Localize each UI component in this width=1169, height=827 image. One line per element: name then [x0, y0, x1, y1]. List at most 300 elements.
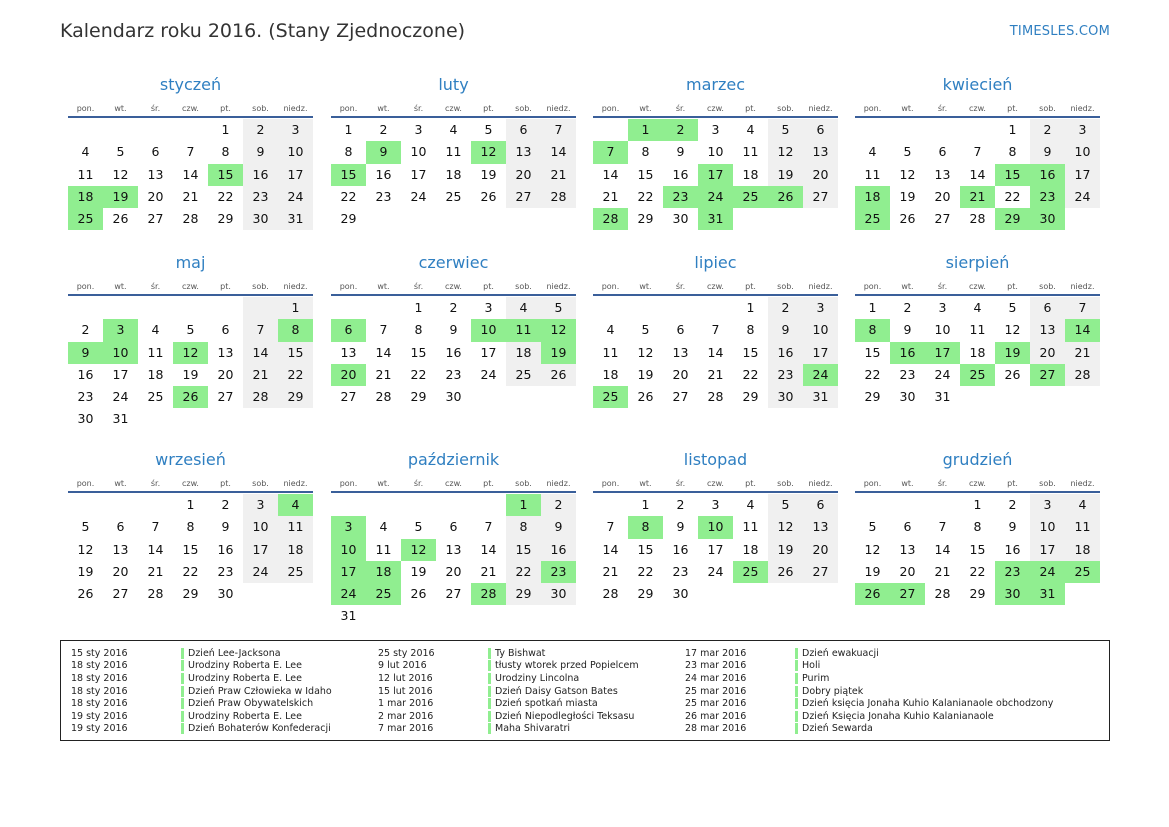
day-cell[interactable]: 30 [445, 389, 462, 405]
day-cell[interactable]: 7 [541, 119, 576, 141]
day-cell[interactable]: 16 [243, 164, 278, 186]
day-cell[interactable]: 9 [449, 322, 458, 338]
day-cell[interactable]: 9 [221, 519, 230, 535]
day-cell[interactable]: 28 [541, 186, 576, 208]
day-cell[interactable]: 11 [742, 144, 759, 160]
day-cell[interactable]: 5 [414, 519, 423, 535]
day-cell[interactable]: 22 [742, 366, 759, 382]
day-cell[interactable]: 19 [77, 563, 94, 579]
day-cell[interactable]: 16 [217, 541, 234, 557]
day-cell[interactable]: 16 [1030, 164, 1065, 186]
day-cell[interactable]: 20 [803, 539, 838, 561]
day-cell[interactable]: 28 [934, 586, 951, 602]
day-cell[interactable]: 12 [1004, 322, 1021, 338]
day-cell[interactable]: 6 [903, 519, 912, 535]
day-cell[interactable]: 11 [506, 319, 541, 341]
day-cell[interactable]: 3 [1030, 494, 1065, 516]
day-cell[interactable]: 1 [186, 497, 195, 512]
day-cell[interactable]: 18 [147, 366, 164, 382]
day-cell[interactable]: 1 [278, 297, 313, 319]
day-cell[interactable]: 3 [331, 516, 366, 538]
day-cell[interactable]: 13 [112, 541, 129, 557]
day-cell[interactable]: 6 [449, 519, 458, 535]
day-cell[interactable]: 16 [672, 541, 689, 557]
day-cell[interactable]: 19 [768, 164, 803, 186]
day-cell[interactable]: 12 [637, 344, 654, 360]
day-cell[interactable]: 7 [1065, 297, 1100, 319]
day-cell[interactable]: 27 [506, 186, 541, 208]
day-cell[interactable]: 21 [707, 366, 724, 382]
day-cell[interactable]: 8 [746, 322, 755, 338]
day-cell[interactable]: 14 [243, 342, 278, 364]
day-cell[interactable]: 12 [768, 141, 803, 163]
day-cell[interactable]: 2 [81, 322, 90, 338]
day-cell[interactable]: 28 [375, 389, 392, 405]
day-cell[interactable]: 2 [541, 494, 576, 516]
day-cell[interactable]: 13 [340, 344, 357, 360]
day-cell[interactable]: 24 [243, 561, 278, 583]
day-cell[interactable]: 11 [278, 516, 313, 538]
day-cell[interactable]: 6 [331, 319, 366, 341]
day-cell[interactable]: 27 [672, 389, 689, 405]
day-cell[interactable]: 8 [1008, 144, 1017, 160]
day-cell[interactable]: 23 [899, 366, 916, 382]
day-cell[interactable]: 5 [186, 322, 195, 338]
day-cell[interactable]: 19 [480, 166, 497, 182]
day-cell[interactable]: 31 [934, 389, 951, 405]
day-cell[interactable]: 2 [768, 297, 803, 319]
day-cell[interactable]: 3 [1065, 119, 1100, 141]
day-cell[interactable]: 1 [628, 119, 663, 141]
day-cell[interactable]: 6 [221, 322, 230, 338]
day-cell[interactable]: 29 [864, 389, 881, 405]
day-cell[interactable]: 29 [742, 389, 759, 405]
day-cell[interactable]: 25 [960, 364, 995, 386]
day-cell[interactable]: 25 [445, 188, 462, 204]
day-cell[interactable]: 4 [973, 300, 982, 315]
day-cell[interactable]: 18 [68, 186, 103, 208]
day-cell[interactable]: 13 [147, 166, 164, 182]
day-cell[interactable]: 15 [864, 344, 881, 360]
day-cell[interactable]: 12 [401, 539, 436, 561]
day-cell[interactable]: 21 [1065, 342, 1100, 364]
day-cell[interactable]: 25 [733, 186, 768, 208]
day-cell[interactable]: 23 [672, 563, 689, 579]
day-cell[interactable]: 3 [803, 297, 838, 319]
day-cell[interactable]: 24 [803, 364, 838, 386]
day-cell[interactable]: 16 [77, 366, 94, 382]
day-cell[interactable]: 8 [855, 319, 890, 341]
day-cell[interactable]: 20 [445, 563, 462, 579]
day-cell[interactable]: 2 [1030, 119, 1065, 141]
day-cell[interactable]: 22 [864, 366, 881, 382]
day-cell[interactable]: 23 [995, 561, 1030, 583]
day-cell[interactable]: 30 [672, 211, 689, 227]
day-cell[interactable]: 30 [77, 411, 94, 427]
day-cell[interactable]: 30 [243, 208, 278, 230]
day-cell[interactable]: 14 [707, 344, 724, 360]
day-cell[interactable]: 6 [803, 119, 838, 141]
day-cell[interactable]: 4 [278, 494, 313, 516]
day-cell[interactable]: 1 [506, 494, 541, 516]
day-cell[interactable]: 10 [103, 342, 138, 364]
day-cell[interactable]: 2 [449, 300, 458, 315]
day-cell[interactable]: 18 [742, 166, 759, 182]
day-cell[interactable]: 1 [746, 300, 755, 315]
day-cell[interactable]: 21 [243, 364, 278, 386]
day-cell[interactable]: 5 [81, 519, 90, 535]
day-cell[interactable]: 24 [934, 366, 951, 382]
day-cell[interactable]: 20 [899, 563, 916, 579]
day-cell[interactable]: 1 [1008, 122, 1017, 137]
day-cell[interactable]: 29 [278, 386, 313, 408]
day-cell[interactable]: 30 [899, 389, 916, 405]
day-cell[interactable]: 11 [602, 344, 619, 360]
day-cell[interactable]: 12 [864, 541, 881, 557]
day-cell[interactable]: 29 [506, 583, 541, 605]
day-cell[interactable]: 11 [1065, 516, 1100, 538]
day-cell[interactable]: 10 [243, 516, 278, 538]
day-cell[interactable]: 8 [186, 519, 195, 535]
day-cell[interactable]: 26 [480, 188, 497, 204]
day-cell[interactable]: 9 [1008, 519, 1017, 535]
day-cell[interactable]: 19 [899, 188, 916, 204]
day-cell[interactable]: 22 [278, 364, 313, 386]
day-cell[interactable]: 25 [278, 561, 313, 583]
day-cell[interactable]: 21 [375, 366, 392, 382]
day-cell[interactable]: 5 [116, 144, 125, 160]
day-cell[interactable]: 26 [768, 186, 803, 208]
day-cell[interactable]: 10 [707, 144, 724, 160]
day-cell[interactable]: 29 [637, 586, 654, 602]
day-cell[interactable]: 17 [331, 561, 366, 583]
day-cell[interactable]: 25 [366, 583, 401, 605]
day-cell[interactable]: 23 [375, 188, 392, 204]
day-cell[interactable]: 8 [414, 322, 423, 338]
day-cell[interactable]: 23 [1030, 186, 1065, 208]
day-cell[interactable]: 17 [698, 164, 733, 186]
day-cell[interactable]: 27 [1030, 364, 1065, 386]
day-cell[interactable]: 25 [593, 386, 628, 408]
day-cell[interactable]: 24 [480, 366, 497, 382]
day-cell[interactable]: 27 [217, 389, 234, 405]
day-cell[interactable]: 7 [973, 144, 982, 160]
day-cell[interactable]: 29 [182, 586, 199, 602]
day-cell[interactable]: 22 [637, 188, 654, 204]
day-cell[interactable]: 22 [637, 563, 654, 579]
day-cell[interactable]: 16 [541, 539, 576, 561]
day-cell[interactable]: 5 [768, 119, 803, 141]
day-cell[interactable]: 21 [147, 563, 164, 579]
day-cell[interactable]: 15 [637, 541, 654, 557]
day-cell[interactable]: 20 [672, 366, 689, 382]
day-cell[interactable]: 20 [803, 164, 838, 186]
day-cell[interactable]: 13 [445, 541, 462, 557]
day-cell[interactable]: 3 [243, 494, 278, 516]
day-cell[interactable]: 26 [899, 211, 916, 227]
day-cell[interactable]: 1 [221, 122, 230, 137]
day-cell[interactable]: 27 [934, 211, 951, 227]
day-cell[interactable]: 11 [864, 166, 881, 182]
day-cell[interactable]: 27 [340, 389, 357, 405]
day-cell[interactable]: 21 [602, 188, 619, 204]
day-cell[interactable]: 30 [541, 583, 576, 605]
day-cell[interactable]: 26 [410, 586, 427, 602]
day-cell[interactable]: 11 [77, 166, 94, 182]
day-cell[interactable]: 18 [855, 186, 890, 208]
day-cell[interactable]: 18 [278, 539, 313, 561]
day-cell[interactable]: 31 [1030, 583, 1065, 605]
day-cell[interactable]: 28 [182, 211, 199, 227]
day-cell[interactable]: 31 [278, 208, 313, 230]
day-cell[interactable]: 15 [208, 164, 243, 186]
day-cell[interactable]: 4 [449, 122, 458, 137]
day-cell[interactable]: 19 [995, 342, 1030, 364]
day-cell[interactable]: 25 [1065, 561, 1100, 583]
day-cell[interactable]: 15 [995, 164, 1030, 186]
day-cell[interactable]: 27 [803, 561, 838, 583]
day-cell[interactable]: 17 [1065, 164, 1100, 186]
day-cell[interactable]: 12 [173, 342, 208, 364]
day-cell[interactable]: 6 [151, 144, 160, 160]
day-cell[interactable]: 10 [471, 319, 506, 341]
day-cell[interactable]: 2 [676, 497, 685, 512]
day-cell[interactable]: 24 [278, 186, 313, 208]
day-cell[interactable]: 6 [676, 322, 685, 338]
day-cell[interactable]: 21 [602, 563, 619, 579]
day-cell[interactable]: 5 [641, 322, 650, 338]
day-cell[interactable]: 22 [410, 366, 427, 382]
day-cell[interactable]: 3 [103, 319, 138, 341]
day-cell[interactable]: 13 [899, 541, 916, 557]
day-cell[interactable]: 20 [331, 364, 366, 386]
day-cell[interactable]: 1 [868, 300, 877, 315]
day-cell[interactable]: 21 [182, 188, 199, 204]
day-cell[interactable]: 17 [925, 342, 960, 364]
day-cell[interactable]: 5 [1008, 300, 1017, 315]
day-cell[interactable]: 1 [973, 497, 982, 512]
day-cell[interactable]: 28 [593, 208, 628, 230]
day-cell[interactable]: 15 [410, 344, 427, 360]
day-cell[interactable]: 6 [1030, 297, 1065, 319]
day-cell[interactable]: 26 [77, 586, 94, 602]
site-link[interactable]: TIMESLES.COM [1009, 24, 1110, 39]
day-cell[interactable]: 3 [278, 119, 313, 141]
day-cell[interactable]: 12 [77, 541, 94, 557]
day-cell[interactable]: 14 [480, 541, 497, 557]
day-cell[interactable]: 16 [445, 344, 462, 360]
day-cell[interactable]: 19 [864, 563, 881, 579]
day-cell[interactable]: 26 [768, 561, 803, 583]
day-cell[interactable]: 3 [938, 300, 947, 315]
day-cell[interactable]: 24 [1030, 561, 1065, 583]
day-cell[interactable]: 7 [186, 144, 195, 160]
day-cell[interactable]: 5 [868, 519, 877, 535]
day-cell[interactable]: 25 [68, 208, 103, 230]
day-cell[interactable]: 7 [938, 519, 947, 535]
day-cell[interactable]: 1 [414, 300, 423, 315]
day-cell[interactable]: 23 [445, 366, 462, 382]
day-cell[interactable]: 1 [641, 497, 650, 512]
day-cell[interactable]: 10 [1065, 141, 1100, 163]
day-cell[interactable]: 19 [103, 186, 138, 208]
day-cell[interactable]: 22 [340, 188, 357, 204]
day-cell[interactable]: 13 [934, 166, 951, 182]
day-cell[interactable]: 11 [969, 322, 986, 338]
day-cell[interactable]: 13 [506, 141, 541, 163]
day-cell[interactable]: 2 [243, 119, 278, 141]
day-cell[interactable]: 28 [602, 586, 619, 602]
day-cell[interactable]: 31 [803, 386, 838, 408]
day-cell[interactable]: 12 [112, 166, 129, 182]
day-cell[interactable]: 15 [182, 541, 199, 557]
day-cell[interactable]: 2 [1008, 497, 1017, 512]
day-cell[interactable]: 3 [414, 122, 423, 137]
day-cell[interactable]: 8 [278, 319, 313, 341]
day-cell[interactable]: 28 [147, 586, 164, 602]
day-cell[interactable]: 19 [541, 342, 576, 364]
day-cell[interactable]: 7 [484, 519, 493, 535]
day-cell[interactable]: 15 [637, 166, 654, 182]
day-cell[interactable]: 3 [711, 497, 720, 512]
day-cell[interactable]: 8 [344, 144, 353, 160]
day-cell[interactable]: 4 [868, 144, 877, 160]
day-cell[interactable]: 18 [445, 166, 462, 182]
day-cell[interactable]: 15 [331, 164, 366, 186]
day-cell[interactable]: 14 [602, 541, 619, 557]
day-cell[interactable]: 22 [1004, 188, 1021, 204]
day-cell[interactable]: 16 [375, 166, 392, 182]
day-cell[interactable]: 30 [217, 586, 234, 602]
day-cell[interactable]: 5 [484, 122, 493, 137]
day-cell[interactable]: 16 [1004, 541, 1021, 557]
day-cell[interactable]: 4 [151, 322, 160, 338]
day-cell[interactable]: 26 [112, 211, 129, 227]
day-cell[interactable]: 28 [707, 389, 724, 405]
day-cell[interactable]: 2 [221, 497, 230, 512]
day-cell[interactable]: 25 [506, 364, 541, 386]
day-cell[interactable]: 18 [969, 344, 986, 360]
day-cell[interactable]: 9 [366, 141, 401, 163]
day-cell[interactable]: 25 [733, 561, 768, 583]
day-cell[interactable]: 6 [803, 494, 838, 516]
day-cell[interactable]: 29 [410, 389, 427, 405]
day-cell[interactable]: 15 [742, 344, 759, 360]
day-cell[interactable]: 13 [803, 141, 838, 163]
day-cell[interactable]: 31 [698, 208, 733, 230]
day-cell[interactable]: 12 [768, 516, 803, 538]
day-cell[interactable]: 9 [1030, 141, 1065, 163]
day-cell[interactable]: 27 [890, 583, 925, 605]
day-cell[interactable]: 2 [903, 300, 912, 315]
day-cell[interactable]: 21 [541, 164, 576, 186]
day-cell[interactable]: 12 [541, 319, 576, 341]
day-cell[interactable]: 21 [480, 563, 497, 579]
day-cell[interactable]: 28 [471, 583, 506, 605]
day-cell[interactable]: 18 [742, 541, 759, 557]
day-cell[interactable]: 26 [637, 389, 654, 405]
day-cell[interactable]: 4 [81, 144, 90, 160]
day-cell[interactable]: 23 [768, 364, 803, 386]
day-cell[interactable]: 20 [147, 188, 164, 204]
day-cell[interactable]: 6 [506, 119, 541, 141]
day-cell[interactable]: 30 [768, 386, 803, 408]
day-cell[interactable]: 17 [803, 342, 838, 364]
day-cell[interactable]: 23 [77, 389, 94, 405]
day-cell[interactable]: 18 [366, 561, 401, 583]
day-cell[interactable]: 28 [969, 211, 986, 227]
day-cell[interactable]: 9 [541, 516, 576, 538]
day-cell[interactable]: 28 [243, 386, 278, 408]
day-cell[interactable]: 21 [960, 186, 995, 208]
day-cell[interactable]: 20 [934, 188, 951, 204]
day-cell[interactable]: 10 [1030, 516, 1065, 538]
day-cell[interactable]: 10 [278, 141, 313, 163]
day-cell[interactable]: 24 [112, 389, 129, 405]
day-cell[interactable]: 12 [899, 166, 916, 182]
day-cell[interactable]: 6 [938, 144, 947, 160]
day-cell[interactable]: 31 [112, 411, 129, 427]
day-cell[interactable]: 17 [480, 344, 497, 360]
day-cell[interactable]: 14 [934, 541, 951, 557]
day-cell[interactable]: 14 [969, 166, 986, 182]
day-cell[interactable]: 2 [379, 122, 388, 137]
day-cell[interactable]: 8 [628, 516, 663, 538]
day-cell[interactable]: 14 [182, 166, 199, 182]
day-cell[interactable]: 23 [663, 186, 698, 208]
day-cell[interactable]: 10 [410, 144, 427, 160]
day-cell[interactable]: 24 [331, 583, 366, 605]
day-cell[interactable]: 9 [68, 342, 103, 364]
day-cell[interactable]: 29 [340, 211, 357, 227]
day-cell[interactable]: 7 [711, 322, 720, 338]
day-cell[interactable]: 25 [855, 208, 890, 230]
day-cell[interactable]: 27 [445, 586, 462, 602]
day-cell[interactable]: 24 [1065, 186, 1100, 208]
day-cell[interactable]: 20 [217, 366, 234, 382]
day-cell[interactable]: 10 [803, 319, 838, 341]
day-cell[interactable]: 26 [541, 364, 576, 386]
day-cell[interactable]: 11 [742, 519, 759, 535]
day-cell[interactable]: 9 [243, 141, 278, 163]
day-cell[interactable]: 30 [995, 583, 1030, 605]
day-cell[interactable]: 8 [641, 144, 650, 160]
day-cell[interactable]: 29 [217, 211, 234, 227]
day-cell[interactable]: 4 [1065, 494, 1100, 516]
day-cell[interactable]: 20 [506, 164, 541, 186]
day-cell[interactable]: 14 [541, 141, 576, 163]
day-cell[interactable]: 23 [243, 186, 278, 208]
day-cell[interactable]: 7 [606, 519, 615, 535]
day-cell[interactable]: 28 [1065, 364, 1100, 386]
day-cell[interactable]: 27 [803, 186, 838, 208]
day-cell[interactable]: 19 [182, 366, 199, 382]
day-cell[interactable]: 9 [676, 144, 685, 160]
day-cell[interactable]: 2 [663, 119, 698, 141]
day-cell[interactable]: 7 [379, 322, 388, 338]
day-cell[interactable]: 29 [995, 208, 1030, 230]
day-cell[interactable]: 7 [151, 519, 160, 535]
day-cell[interactable]: 12 [471, 141, 506, 163]
day-cell[interactable]: 24 [707, 563, 724, 579]
day-cell[interactable]: 26 [1004, 366, 1021, 382]
day-cell[interactable]: 13 [803, 516, 838, 538]
day-cell[interactable]: 7 [593, 141, 628, 163]
day-cell[interactable]: 29 [969, 586, 986, 602]
day-cell[interactable]: 14 [375, 344, 392, 360]
day-cell[interactable]: 18 [1065, 539, 1100, 561]
day-cell[interactable]: 1 [344, 122, 353, 137]
